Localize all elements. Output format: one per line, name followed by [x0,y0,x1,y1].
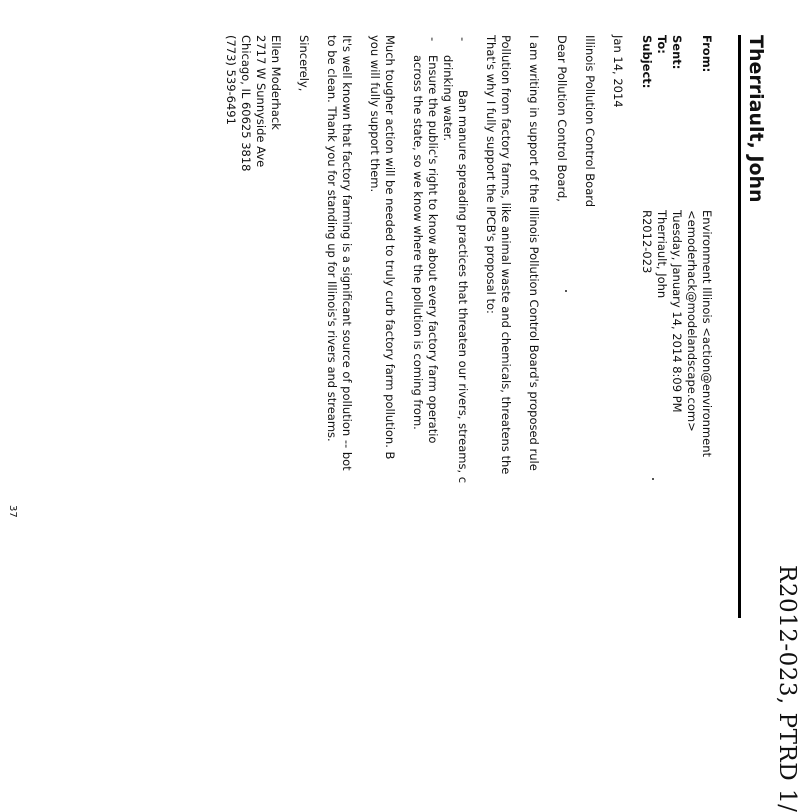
to-label: To: [655,35,669,54]
page-number: 37 [7,505,18,518]
signature-address-1: 2717 W Sunnyside Ave [254,35,268,168]
subject-label: Subject: [640,35,654,89]
paragraph-4-line-2: to be clean. Thank you for standing up for Illinois's rivers and streams. [325,35,339,442]
signature-phone: (773) 539-6491 [224,35,238,125]
letter-date: Jan 14, 2014 [611,35,625,108]
from-value-email: <emoderhack@modelandscape.com> [685,210,699,432]
from-label: From: [700,35,714,73]
bullet-2-line-2: across the state, so we know where the pollution is coming from. [411,55,425,430]
scan-speck [652,478,654,480]
signature-name: Ellen Moderhack [269,35,283,130]
bullet-2-line-1: Ensure the public's right to know about every factory farm operatio [426,55,440,444]
closing: Sincerely, [297,35,311,92]
bullet-dash-2: - [426,37,440,42]
scan-speck [565,290,567,292]
paragraph-2-line-2: That's why I fully support the IPCB's proposal to: [484,35,498,314]
signature-address-2: Chicago, IL 60625 3818 [239,35,253,172]
bullet-dash-1: - [456,37,470,42]
header-rule [738,35,741,618]
bullet-1-line-1: Ban manure spreading practices that threaten our rivers, streams, c [456,90,470,484]
from-value: Environment Illinois <action@environment [700,210,714,458]
paragraph-3-line-1: Much tougher action will be needed to truly curb factory farm pollution. B [383,35,397,460]
paragraph-2-line-1: Pollution from factory farms, like animal waste and chemicals, threatens the [499,35,513,475]
paragraph-1: I am writing in support of the Illinois Pollution Control Board's proposed rule [527,35,541,471]
sent-label: Sent: [670,35,684,70]
paragraph-3-line-2: you will fully support them. [368,35,382,193]
letter-recipient: Illinois Pollution Control Board [583,35,597,208]
docket-stamp: R2012-023, PTRD 1/ [774,565,800,812]
paragraph-4-line-1: It's well known that factory farming is a significant source of pollution -- bot [340,35,354,471]
recipient-header-name: Therriault, John [745,35,767,203]
sent-value: Tuesday, January 14, 2014 8:09 PM [670,210,684,413]
bullet-1-line-2: drinking water. [441,55,455,141]
subject-value: R2012-023 [640,210,654,274]
to-value: Therriault, John [655,210,669,299]
letter-salutation: Dear Pollution Control Board, [555,35,569,202]
